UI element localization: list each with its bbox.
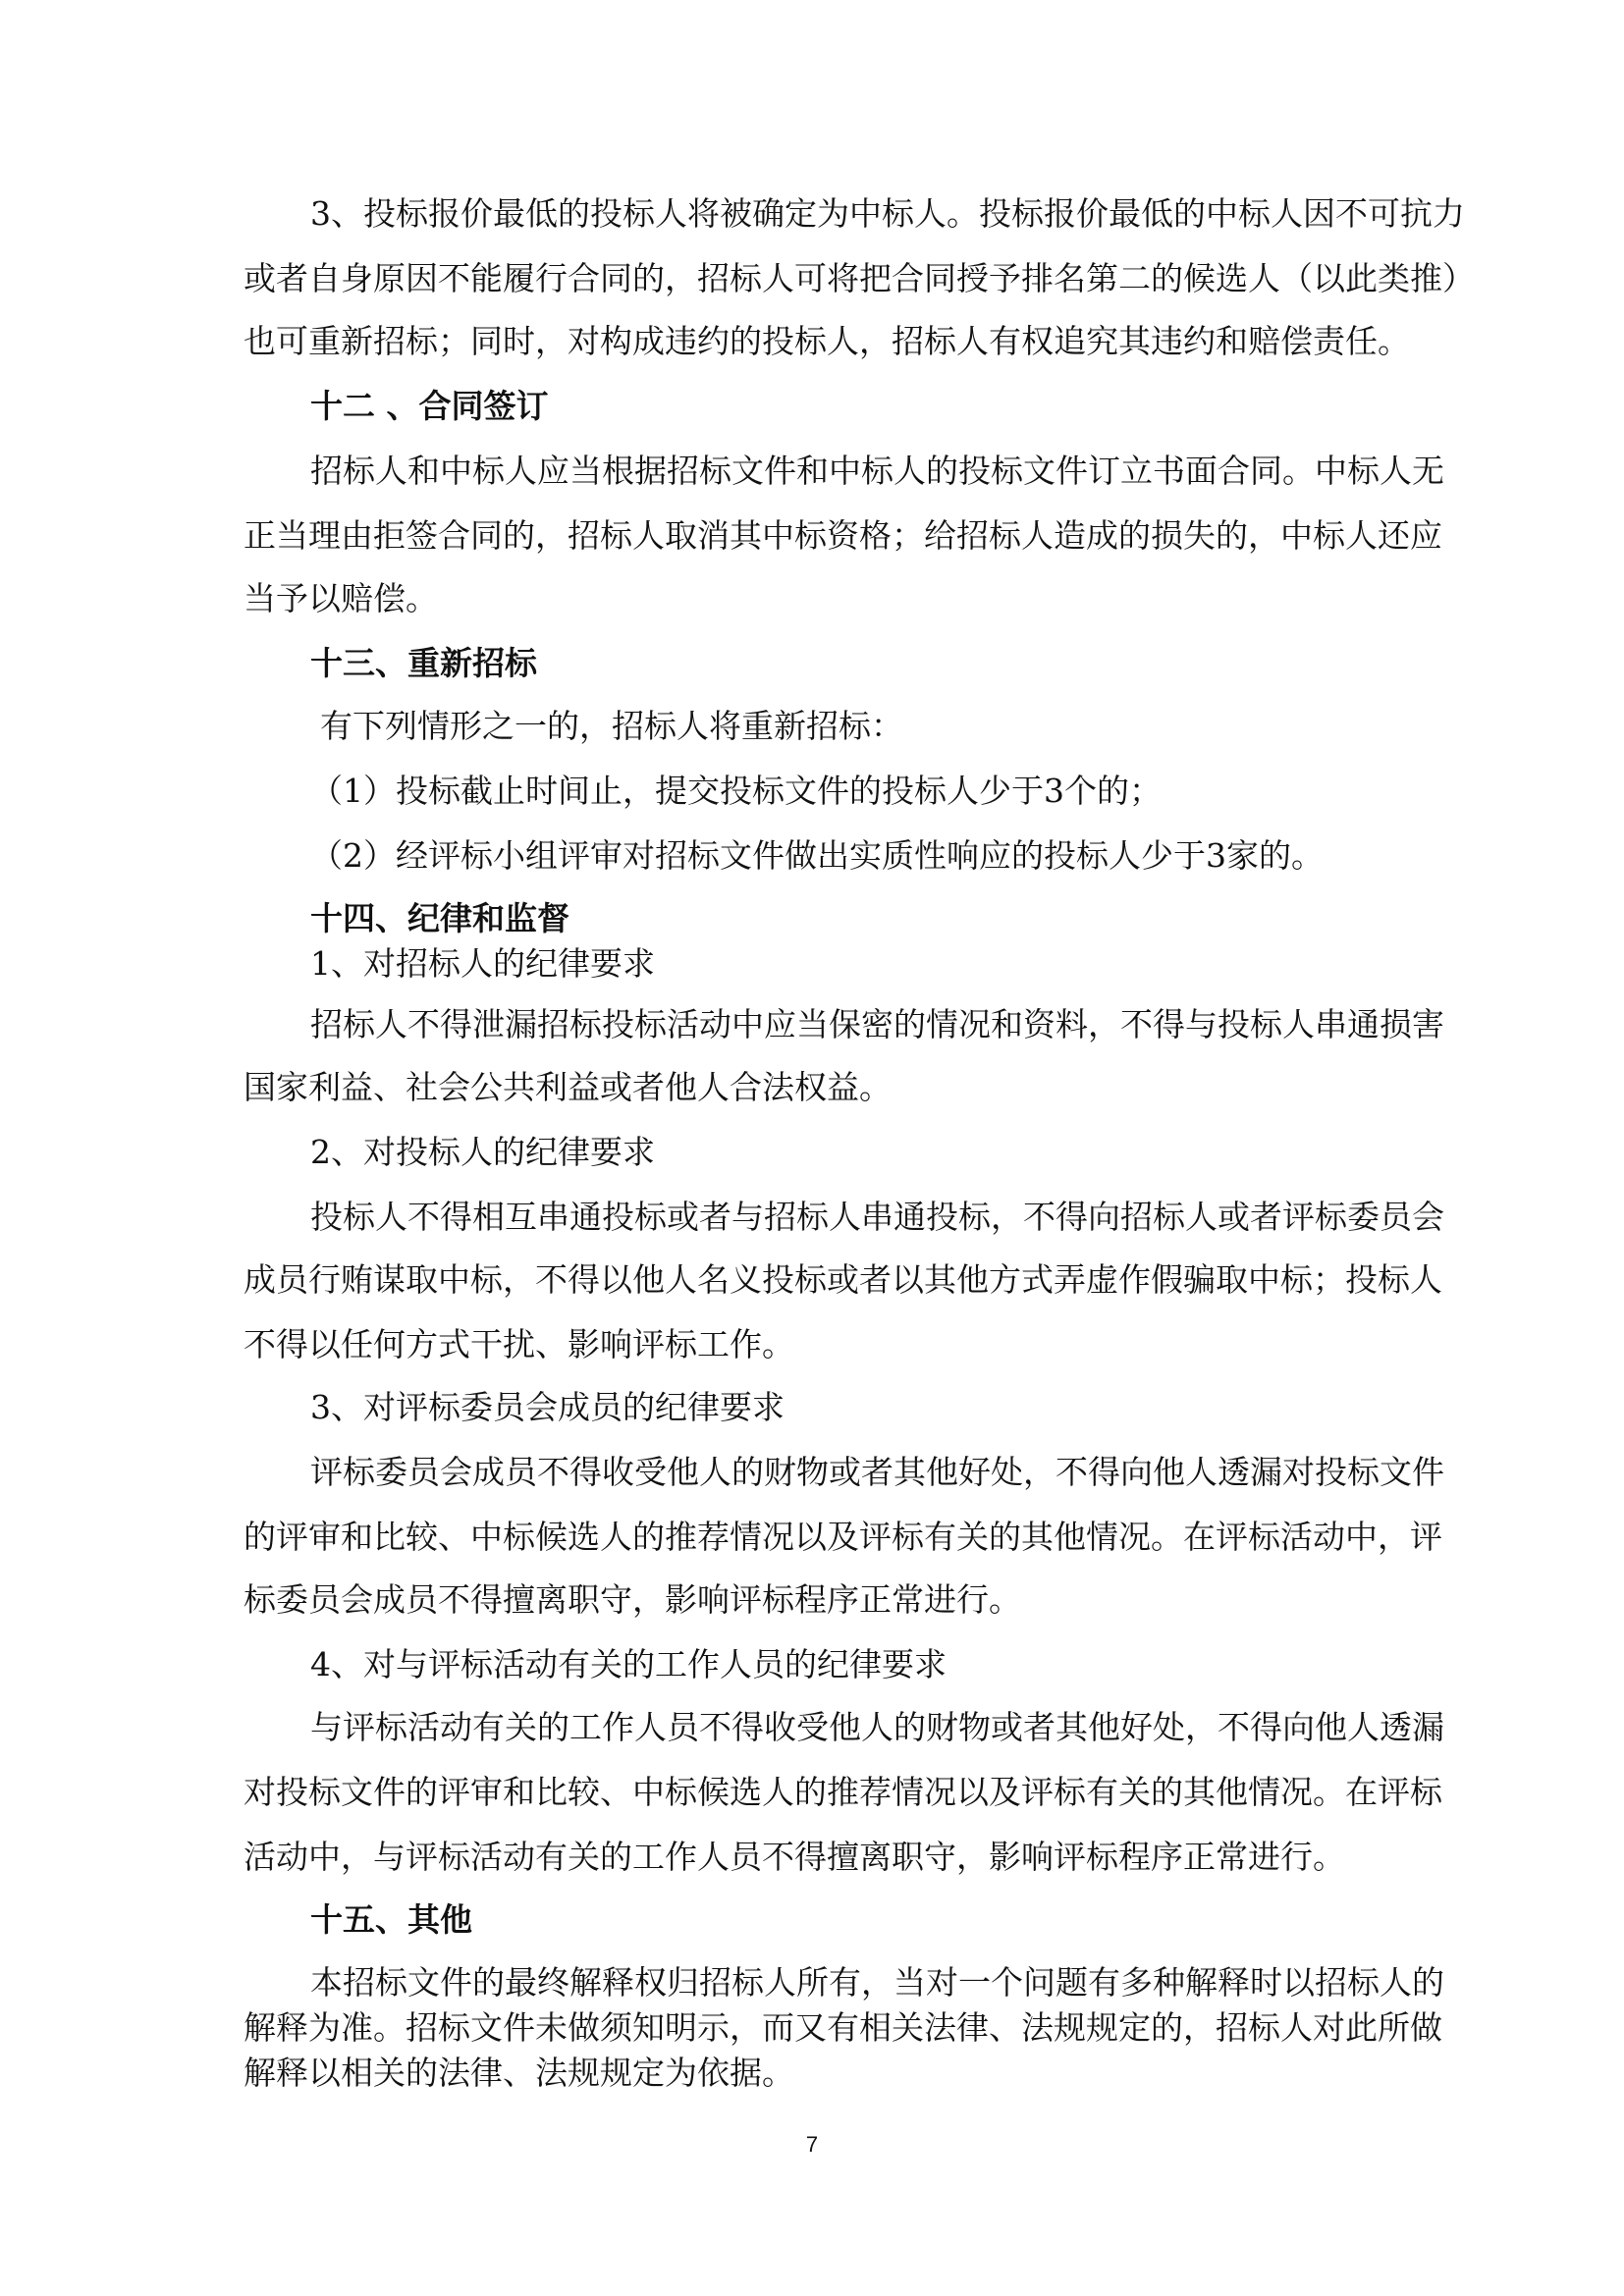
subsection-4-line-1: 与评标活动有关的工作人员不得收受他人的财物或者其他好处，不得向他人透漏 bbox=[310, 1708, 1444, 1746]
subsection-4-line-2: 对投标文件的评审和比较、中标候选人的推荐情况以及评标有关的其他情况。在评标 bbox=[244, 1773, 1442, 1811]
section-12-line-3: 当予以赔偿。 bbox=[244, 579, 438, 617]
clause-3-line-2: 或者自身原因不能履行合同的，招标人可将把合同授予排名第二的候选人（以此类推） bbox=[244, 259, 1475, 297]
subsection-heading: 3、对评标委员会成员的纪律要求 bbox=[310, 1388, 785, 1426]
section-heading: 十二 、合同签订 bbox=[310, 387, 549, 425]
subsection-3-line-2: 的评审和比较、中标候选人的推荐情况以及评标有关的其他情况。在评标活动中，评 bbox=[244, 1518, 1442, 1556]
subsection-heading: 2、对投标人的纪律要求 bbox=[310, 1133, 655, 1171]
subsection-heading: 4、对与评标活动有关的工作人员的纪律要求 bbox=[310, 1645, 947, 1683]
section-heading: 十三、重新招标 bbox=[310, 644, 537, 682]
subsection-2-line-1: 投标人不得相互串通投标或者与招标人串通投标，不得向招标人或者评标委员会 bbox=[310, 1198, 1444, 1236]
page-number: 7 bbox=[805, 2132, 819, 2157]
clause-3-line-1: 3、投标报价最低的投标人将被确定为中标人。投标报价最低的中标人因不可抗力 bbox=[310, 194, 1465, 233]
section-13-item-2: （2）经评标小组评审对招标文件做出实质性响应的投标人少于3家的。 bbox=[310, 836, 1324, 875]
subsection-3-line-3: 标委员会成员不得擅离职守，影响评标程序正常进行。 bbox=[244, 1580, 1021, 1619]
section-heading: 十四、纪律和监督 bbox=[310, 899, 569, 937]
section-15-line-3: 解释以相关的法律、法规规定为依据。 bbox=[244, 2054, 794, 2092]
section-15-line-1: 本招标文件的最终解释权归招标人所有，当对一个问题有多种解释时以招标人的 bbox=[310, 1963, 1444, 2002]
section-heading: 十五、其他 bbox=[310, 1900, 472, 1939]
section-15-line-2: 解释为准。招标文件未做须知明示，而又有相关法律、法规规定的，招标人对此所做 bbox=[244, 2008, 1442, 2047]
section-12-line-2: 正当理由拒签合同的，招标人取消其中标资格；给招标人造成的损失的，中标人还应 bbox=[244, 516, 1442, 555]
subsection-2-line-2: 成员行贿谋取中标，不得以他人名义投标或者以其他方式弄虚作假骗取中标；投标人 bbox=[244, 1260, 1442, 1299]
subsection-4-line-3: 活动中，与评标活动有关的工作人员不得擅离职守，影响评标程序正常进行。 bbox=[244, 1838, 1345, 1876]
subsection-heading: 1、对招标人的纪律要求 bbox=[310, 944, 655, 983]
subsection-3-line-1: 评标委员会成员不得收受他人的财物或者其他好处，不得向他人透漏对投标文件 bbox=[310, 1453, 1444, 1491]
section-13-intro: 有下列情形之一的，招标人将重新招标： bbox=[320, 707, 903, 745]
subsection-1-line-1: 招标人不得泄漏招标投标活动中应当保密的情况和资料，不得与投标人串通损害 bbox=[310, 1005, 1444, 1043]
section-13-item-1: （1）投标截止时间止，提交投标文件的投标人少于3个的； bbox=[310, 772, 1162, 810]
section-12-line-1: 招标人和中标人应当根据招标文件和中标人的投标文件订立书面合同。中标人无 bbox=[310, 452, 1444, 490]
subsection-2-line-3: 不得以任何方式干扰、影响评标工作。 bbox=[244, 1325, 794, 1363]
subsection-1-line-2: 国家利益、社会公共利益或者他人合法权益。 bbox=[244, 1068, 892, 1106]
clause-3-line-3: 也可重新招标；同时，对构成违约的投标人，招标人有权追究其违约和赔偿责任。 bbox=[244, 322, 1410, 360]
